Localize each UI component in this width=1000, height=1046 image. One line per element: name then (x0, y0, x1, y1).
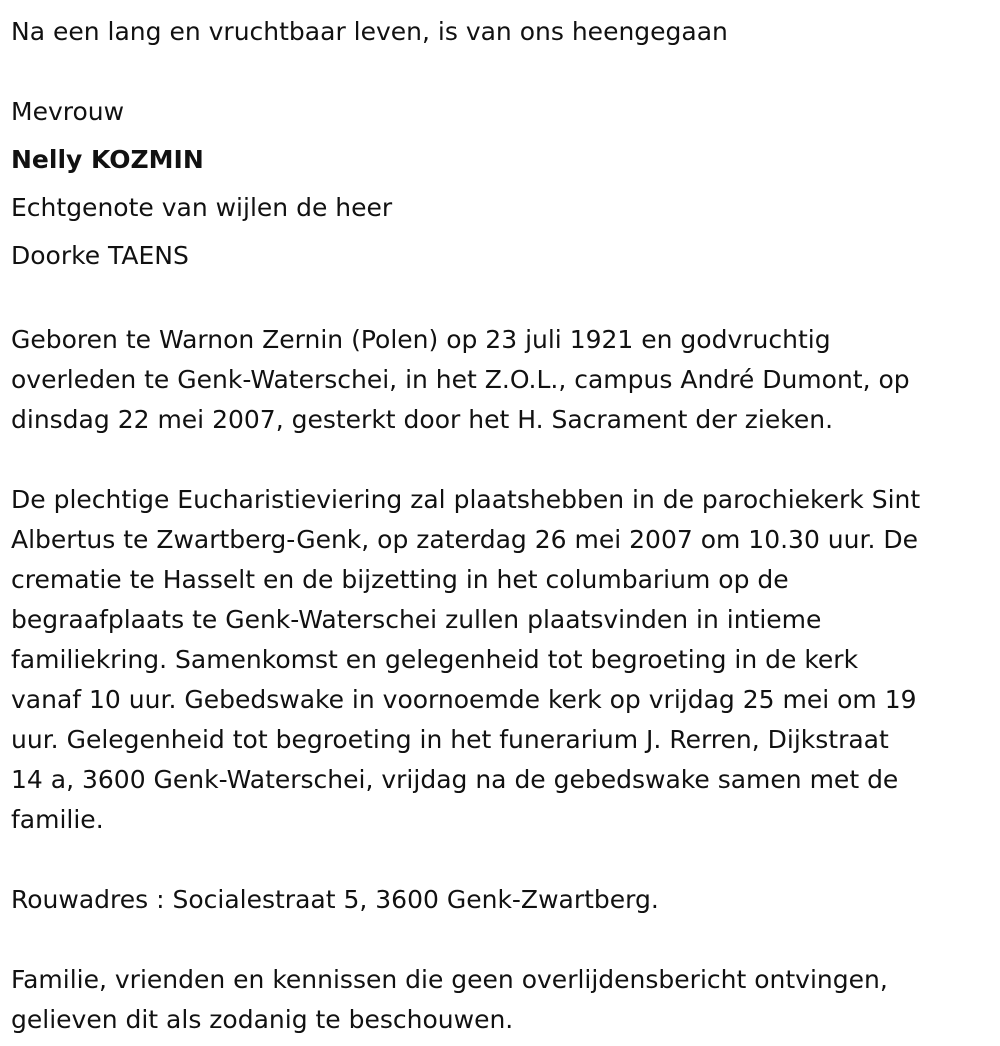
salutation: Mevrouw (11, 97, 125, 126)
paragraph-line: familiekring. Samenkomst en gelegenheid tot begroeting in de kerk (11, 645, 859, 674)
paragraph-line: De plechtige Eucharistieviering zal plaatshebben in de parochiekerk Sint (11, 485, 921, 514)
spouse-name: Doorke TAENS (11, 241, 189, 270)
relation-line: Echtgenote van wijlen de heer (11, 193, 393, 222)
deceased-name: Nelly KOZMIN (11, 145, 204, 174)
closing-paragraph (11, 960, 988, 1040)
birth-death-paragraph (11, 320, 988, 440)
paragraph-line: Familie, vrienden en kennissen die geen overlijdensbericht ontvingen, (11, 965, 888, 994)
spacer (11, 56, 988, 88)
paragraph-line: overleden te Genk-Waterschei, in het Z.O.L., campus André Dumont, op (11, 365, 910, 394)
paragraph-line: vanaf 10 uur. Gebedswake in voornoemde kerk op vrijdag 25 mei om 19 (11, 685, 917, 714)
paragraph-line: 14 a, 3600 Genk-Waterschei, vrijdag na de gebedswake samen met de (11, 765, 899, 794)
paragraph-line: crematie te Hasselt en de bijzetting in het columbarium op de (11, 565, 789, 594)
spacer (11, 920, 988, 960)
address-line (11, 880, 988, 920)
paragraph-line: begraafplaats te Genk-Waterschei zullen plaatsvinden in intieme (11, 605, 822, 634)
paragraph-line: Geboren te Warnon Zernin (Polen) op 23 juli 1921 en godvruchtig (11, 325, 831, 354)
paragraph-line: Albertus te Zwartberg-Genk, op zaterdag 26 mei 2007 om 10.30 uur. De (11, 525, 919, 554)
paragraph-line: uur. Gelegenheid tot begroeting in het funerarium J. Rerren, Dijkstraat (11, 725, 889, 754)
intro-line: Na een lang en vruchtbaar leven, is van ons heengegaan (11, 17, 728, 46)
spacer (11, 440, 988, 480)
mourning-address: Rouwadres : Socialestraat 5, 3600 Genk-Zwartberg. (11, 885, 659, 914)
ceremony-paragraph (11, 480, 988, 840)
spacer (11, 840, 988, 880)
paragraph-line: dinsdag 22 mei 2007, gesterkt door het H. Sacrament der zieken. (11, 405, 834, 434)
paragraph-line: familie. (11, 805, 104, 834)
spacer (11, 280, 988, 320)
paragraph-line: gelieven dit als zodanig te beschouwen. (11, 1005, 514, 1034)
